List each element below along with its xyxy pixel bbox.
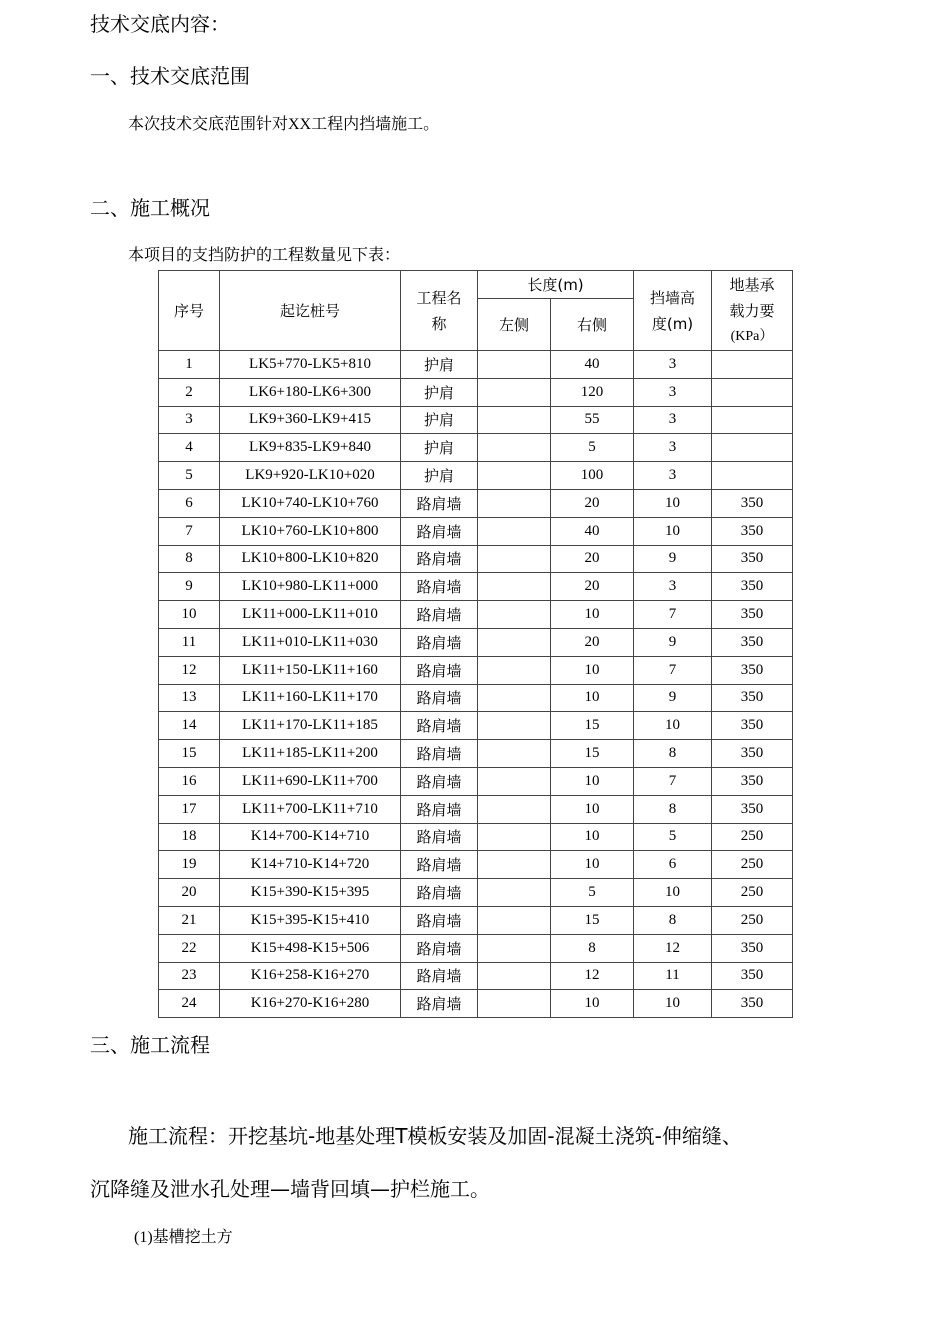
row-station: LK10+800-LK10+820 (220, 545, 401, 573)
row-bearing (712, 378, 793, 406)
row-station: LK11+010-LK11+030 (220, 628, 401, 656)
row-bearing: 350 (712, 712, 793, 740)
row-right: 12 (551, 962, 634, 990)
row-right: 15 (551, 712, 634, 740)
row-station: K15+395-K15+410 (220, 906, 401, 934)
table-row (159, 489, 793, 517)
row-name: 护肩 (401, 406, 478, 434)
row-right: 20 (551, 545, 634, 573)
table-row (159, 851, 793, 879)
row-station: LK6+180-LK6+300 (220, 378, 401, 406)
row-station: LK11+150-LK11+160 (220, 656, 401, 684)
row-right: 10 (551, 601, 634, 629)
row-no: 20 (159, 879, 220, 907)
row-right: 10 (551, 851, 634, 879)
row-station: LK5+770-LK5+810 (220, 351, 401, 379)
row-bearing: 350 (712, 767, 793, 795)
quantity-table (158, 270, 793, 1018)
table-row (159, 378, 793, 406)
row-height: 7 (634, 767, 712, 795)
row-no: 13 (159, 684, 220, 712)
row-right: 40 (551, 351, 634, 379)
row-no: 14 (159, 712, 220, 740)
header-name (401, 271, 478, 351)
row-bearing: 250 (712, 906, 793, 934)
row-name: 路肩墙 (401, 601, 478, 629)
header-name-line2: 称 (431, 314, 447, 333)
table-row (159, 990, 793, 1018)
row-height: 3 (634, 573, 712, 601)
row-no: 10 (159, 601, 220, 629)
row-right: 10 (551, 656, 634, 684)
row-right: 15 (551, 906, 634, 934)
row-no: 22 (159, 934, 220, 962)
row-bearing: 350 (712, 656, 793, 684)
row-height: 3 (634, 462, 712, 490)
row-station: K15+498-K15+506 (220, 934, 401, 962)
row-name: 路肩墙 (401, 962, 478, 990)
table-row (159, 545, 793, 573)
row-no: 16 (159, 767, 220, 795)
row-left (478, 823, 551, 851)
row-bearing: 350 (712, 990, 793, 1018)
row-bearing: 350 (712, 489, 793, 517)
row-name: 路肩墙 (401, 990, 478, 1018)
header-bearing-line1: 地基承 (729, 275, 775, 294)
row-height: 8 (634, 906, 712, 934)
document-heading: 技术交底内容： (90, 12, 230, 36)
section3-title: 三、施工流程 (90, 1033, 210, 1057)
row-station: K14+700-K14+710 (220, 823, 401, 851)
row-station: LK10+980-LK11+000 (220, 573, 401, 601)
row-station: LK9+835-LK9+840 (220, 434, 401, 462)
row-height: 9 (634, 545, 712, 573)
table-row (159, 656, 793, 684)
table-row (159, 795, 793, 823)
row-left (478, 684, 551, 712)
row-right: 100 (551, 462, 634, 490)
row-height: 8 (634, 795, 712, 823)
row-right: 20 (551, 628, 634, 656)
row-left (478, 462, 551, 490)
row-bearing: 350 (712, 962, 793, 990)
row-no: 11 (159, 628, 220, 656)
header-height-line1: 挡墙高 (650, 288, 696, 307)
table-row (159, 906, 793, 934)
row-left (478, 406, 551, 434)
row-right: 10 (551, 795, 634, 823)
row-station: LK11+690-LK11+700 (220, 767, 401, 795)
header-height (634, 271, 712, 351)
table-row (159, 462, 793, 490)
row-name: 路肩墙 (401, 517, 478, 545)
row-left (478, 351, 551, 379)
row-no: 21 (159, 906, 220, 934)
row-right: 10 (551, 684, 634, 712)
row-name: 路肩墙 (401, 628, 478, 656)
row-left (478, 934, 551, 962)
row-name: 路肩墙 (401, 851, 478, 879)
row-name: 护肩 (401, 434, 478, 462)
row-height: 12 (634, 934, 712, 962)
row-no: 8 (159, 545, 220, 573)
row-right: 10 (551, 990, 634, 1018)
header-bearing-line2: 载力要 (729, 301, 775, 320)
row-bearing: 350 (712, 684, 793, 712)
row-left (478, 712, 551, 740)
row-bearing (712, 462, 793, 490)
row-left (478, 489, 551, 517)
row-left (478, 906, 551, 934)
row-left (478, 962, 551, 990)
row-left (478, 851, 551, 879)
row-name: 路肩墙 (401, 684, 478, 712)
header-station: 起讫桩号 (220, 271, 401, 351)
header-bearing-line3: (KPa） (730, 328, 774, 344)
row-bearing: 350 (712, 740, 793, 768)
table-row (159, 517, 793, 545)
row-right: 5 (551, 434, 634, 462)
row-bearing: 350 (712, 934, 793, 962)
row-height: 7 (634, 656, 712, 684)
row-right: 20 (551, 489, 634, 517)
row-station: K16+270-K16+280 (220, 990, 401, 1018)
table-row (159, 601, 793, 629)
header-height-line2: 度(m) (651, 314, 694, 333)
step-item-1: (1)基槽挖土方 (134, 1229, 233, 1246)
row-bearing: 250 (712, 823, 793, 851)
row-no: 3 (159, 406, 220, 434)
table-row (159, 879, 793, 907)
table-row (159, 823, 793, 851)
row-bearing: 350 (712, 601, 793, 629)
row-station: LK11+185-LK11+200 (220, 740, 401, 768)
row-station: LK11+000-LK11+010 (220, 601, 401, 629)
row-left (478, 545, 551, 573)
row-no: 4 (159, 434, 220, 462)
row-no: 1 (159, 351, 220, 379)
row-left (478, 990, 551, 1018)
section1-text: 本次技术交底范围针对XX工程内挡墙施工。 (128, 116, 440, 133)
row-no: 23 (159, 962, 220, 990)
row-no: 15 (159, 740, 220, 768)
row-no: 24 (159, 990, 220, 1018)
row-left (478, 879, 551, 907)
row-name: 路肩墙 (401, 879, 478, 907)
row-height: 10 (634, 489, 712, 517)
row-station: K14+710-K14+720 (220, 851, 401, 879)
row-no: 2 (159, 378, 220, 406)
row-no: 18 (159, 823, 220, 851)
row-no: 7 (159, 517, 220, 545)
row-height: 10 (634, 990, 712, 1018)
row-left (478, 517, 551, 545)
flow-line-2: 沉降缝及泄水孔处理—墙背回填—护栏施工。 (90, 1177, 490, 1201)
row-station: LK11+160-LK11+170 (220, 684, 401, 712)
row-left (478, 767, 551, 795)
row-name: 护肩 (401, 378, 478, 406)
table-row (159, 434, 793, 462)
row-name: 路肩墙 (401, 573, 478, 601)
header-length: 长度(m) (478, 271, 634, 299)
row-name: 路肩墙 (401, 795, 478, 823)
row-height: 8 (634, 740, 712, 768)
row-left (478, 434, 551, 462)
table-row (159, 740, 793, 768)
row-station: LK11+170-LK11+185 (220, 712, 401, 740)
row-height: 6 (634, 851, 712, 879)
row-bearing: 350 (712, 517, 793, 545)
table-row (159, 573, 793, 601)
row-bearing: 350 (712, 545, 793, 573)
header-left: 左侧 (478, 299, 551, 351)
row-left (478, 601, 551, 629)
header-bearing (712, 271, 793, 351)
row-bearing (712, 434, 793, 462)
table-row (159, 934, 793, 962)
row-right: 15 (551, 740, 634, 768)
row-height: 3 (634, 351, 712, 379)
row-bearing: 350 (712, 795, 793, 823)
row-height: 11 (634, 962, 712, 990)
row-name: 路肩墙 (401, 906, 478, 934)
row-right: 55 (551, 406, 634, 434)
row-height: 5 (634, 823, 712, 851)
header-name-line1: 工程名 (416, 288, 462, 307)
row-left (478, 378, 551, 406)
row-height: 10 (634, 517, 712, 545)
table-row (159, 351, 793, 379)
row-right: 120 (551, 378, 634, 406)
row-name: 路肩墙 (401, 656, 478, 684)
row-station: LK10+760-LK10+800 (220, 517, 401, 545)
row-left (478, 573, 551, 601)
row-no: 19 (159, 851, 220, 879)
row-no: 17 (159, 795, 220, 823)
row-right: 8 (551, 934, 634, 962)
row-left (478, 740, 551, 768)
row-no: 9 (159, 573, 220, 601)
row-right: 10 (551, 823, 634, 851)
header-right: 右侧 (551, 299, 634, 351)
row-height: 10 (634, 712, 712, 740)
row-bearing: 350 (712, 573, 793, 601)
row-left (478, 656, 551, 684)
row-left (478, 795, 551, 823)
row-name: 路肩墙 (401, 740, 478, 768)
row-station: LK10+740-LK10+760 (220, 489, 401, 517)
row-height: 9 (634, 628, 712, 656)
row-height: 3 (634, 378, 712, 406)
table-row (159, 684, 793, 712)
row-bearing: 250 (712, 879, 793, 907)
section2-title: 二、施工概况 (90, 196, 210, 220)
row-name: 路肩墙 (401, 823, 478, 851)
section1-title: 一、技术交底范围 (90, 64, 250, 88)
row-no: 6 (159, 489, 220, 517)
row-height: 9 (634, 684, 712, 712)
row-station: K16+258-K16+270 (220, 962, 401, 990)
table-row (159, 767, 793, 795)
row-right: 40 (551, 517, 634, 545)
row-height: 10 (634, 879, 712, 907)
table-row (159, 628, 793, 656)
row-right: 10 (551, 767, 634, 795)
section2-intro: 本项目的支挡防护的工程数量见下表： (128, 247, 401, 264)
table-row (159, 962, 793, 990)
header-no: 序号 (159, 271, 220, 351)
row-name: 路肩墙 (401, 712, 478, 740)
row-no: 12 (159, 656, 220, 684)
row-right: 20 (551, 573, 634, 601)
row-name: 护肩 (401, 462, 478, 490)
row-station: K15+390-K15+395 (220, 879, 401, 907)
row-height: 3 (634, 406, 712, 434)
flow-line-1: 施工流程：开挖基坑-地基处理T模板安装及加固-混凝土浇筑-伸缩缝、 (128, 1124, 742, 1148)
row-left (478, 628, 551, 656)
row-bearing: 350 (712, 628, 793, 656)
row-name: 路肩墙 (401, 545, 478, 573)
row-height: 3 (634, 434, 712, 462)
row-station: LK9+360-LK9+415 (220, 406, 401, 434)
row-bearing (712, 351, 793, 379)
row-station: LK11+700-LK11+710 (220, 795, 401, 823)
row-bearing (712, 406, 793, 434)
table-row (159, 406, 793, 434)
row-name: 路肩墙 (401, 489, 478, 517)
row-station: LK9+920-LK10+020 (220, 462, 401, 490)
row-right: 5 (551, 879, 634, 907)
table-row (159, 712, 793, 740)
row-no: 5 (159, 462, 220, 490)
row-name: 路肩墙 (401, 934, 478, 962)
row-name: 护肩 (401, 351, 478, 379)
row-height: 7 (634, 601, 712, 629)
row-bearing: 250 (712, 851, 793, 879)
row-name: 路肩墙 (401, 767, 478, 795)
